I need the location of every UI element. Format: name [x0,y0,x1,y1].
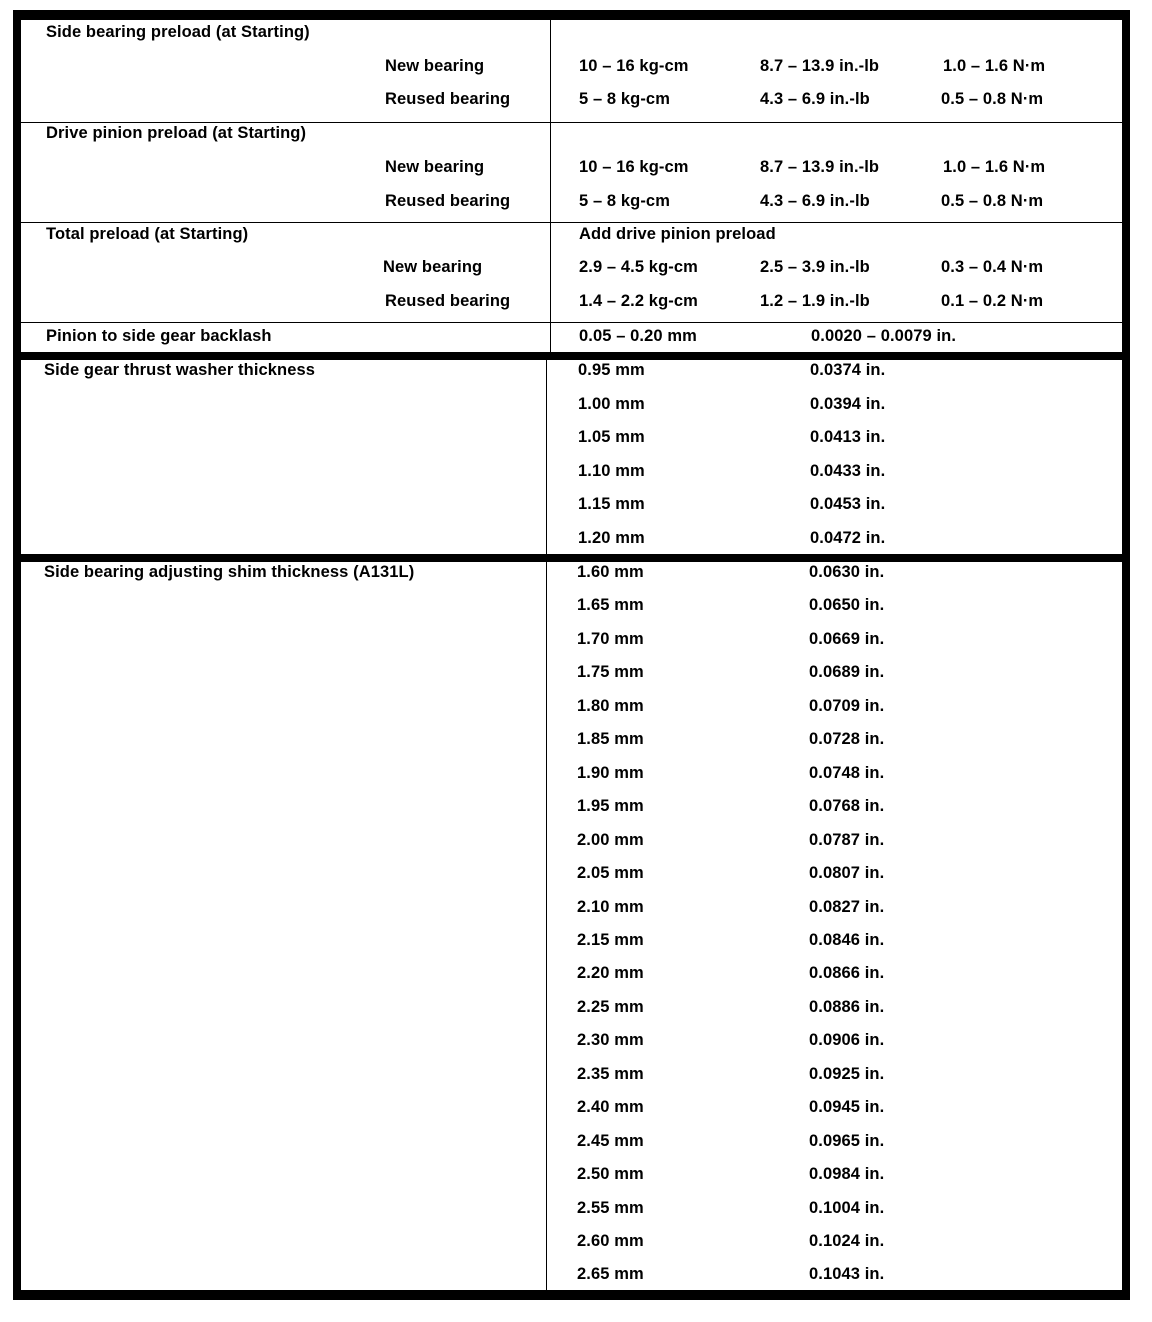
section-label: Side gear thrust washer thickness [44,361,316,379]
value-mm: 0.05 – 0.20 mm [579,327,697,345]
value-inch: 0.0709 in. [809,697,885,715]
column-divider [546,562,547,1290]
value-kgcm: 5 – 8 kg-cm [579,90,670,108]
spec-table [13,10,1130,1300]
value-mm: 1.75 mm [577,663,644,681]
value-inlb: 2.5 – 3.9 in.-lb [760,258,870,276]
column-divider [550,123,551,222]
value-inch: 0.0433 in. [810,462,886,480]
value-nm: 0.3 – 0.4 N·m [941,258,1044,276]
value-inch: 0.0472 in. [810,529,886,547]
value-inlb: 8.7 – 13.9 in.-lb [760,57,880,75]
value-inlb: 1.2 – 1.9 in.-lb [760,292,870,310]
value-inch: 0.0787 in. [809,831,885,849]
value-mm: 2.20 mm [577,964,644,982]
value-mm: 1.70 mm [577,630,644,648]
condition-label: Reused bearing [385,90,511,108]
section-note: Add drive pinion preload [579,225,776,243]
value-inch: 0.0984 in. [809,1165,885,1183]
section-thrust-washer [21,360,1122,562]
value-inlb: 4.3 – 6.9 in.-lb [760,90,870,108]
value-inch: 0.1043 in. [809,1265,885,1283]
value-mm: 1.80 mm [577,697,644,715]
value-inch: 0.0413 in. [810,428,886,446]
value-mm: 1.95 mm [577,797,644,815]
value-inch: 0.0020 – 0.0079 in. [811,327,957,345]
value-mm: 2.50 mm [577,1165,644,1183]
value-nm: 0.5 – 0.8 N·m [941,192,1044,210]
value-mm: 1.00 mm [578,395,645,413]
section-drive-pinion-preload [21,123,1122,223]
value-mm: 2.15 mm [577,931,644,949]
value-mm: 0.95 mm [578,361,645,379]
value-mm: 1.85 mm [577,730,644,748]
value-inch: 0.0807 in. [809,864,885,882]
value-inch: 0.0669 in. [809,630,885,648]
value-kgcm: 10 – 16 kg-cm [579,158,689,176]
value-mm: 2.60 mm [577,1232,644,1250]
section-label: Side bearing preload (at Starting) [46,23,310,41]
value-inch: 0.0906 in. [809,1031,885,1049]
column-divider [546,360,547,554]
value-mm: 2.05 mm [577,864,644,882]
value-mm: 2.55 mm [577,1199,644,1217]
value-nm: 1.0 – 1.6 N·m [943,158,1046,176]
value-mm: 2.45 mm [577,1132,644,1150]
value-mm: 2.00 mm [577,831,644,849]
value-inch: 0.0768 in. [809,797,885,815]
section-label: Pinion to side gear backlash [46,327,272,345]
value-inch: 0.1024 in. [809,1232,885,1250]
value-inch: 0.0394 in. [810,395,886,413]
condition-label: Reused bearing [385,292,511,310]
section-label: Drive pinion preload (at Starting) [46,124,307,142]
value-inch: 0.0886 in. [809,998,885,1016]
column-divider [550,223,551,322]
value-mm: 1.90 mm [577,764,644,782]
value-kgcm: 5 – 8 kg-cm [579,192,670,210]
value-inch: 0.0945 in. [809,1098,885,1116]
value-inlb: 4.3 – 6.9 in.-lb [760,192,870,210]
section-label: Total preload (at Starting) [46,225,249,243]
column-divider [550,20,551,122]
value-mm: 2.30 mm [577,1031,644,1049]
condition-label: Reused bearing [385,192,511,210]
section-side-bearing-preload [21,20,1122,123]
value-inch: 0.0827 in. [809,898,885,916]
value-mm: 1.20 mm [578,529,645,547]
value-inch: 0.0630 in. [809,563,885,581]
value-mm: 2.35 mm [577,1065,644,1083]
value-mm: 1.65 mm [577,596,644,614]
section-total-preload [21,223,1122,323]
value-nm: 1.0 – 1.6 N·m [943,57,1046,75]
value-mm: 1.60 mm [577,563,644,581]
value-mm: 2.10 mm [577,898,644,916]
value-mm: 2.25 mm [577,998,644,1016]
value-kgcm: 2.9 – 4.5 kg-cm [579,258,698,276]
value-inch: 0.0866 in. [809,964,885,982]
value-inch: 0.0965 in. [809,1132,885,1150]
value-inch: 0.0650 in. [809,596,885,614]
value-inch: 0.0846 in. [809,931,885,949]
column-divider [550,323,551,352]
section-label: Side bearing adjusting shim thickness (A131L) [44,563,415,581]
value-inch: 0.0689 in. [809,663,885,681]
value-inch: 0.0748 in. [809,764,885,782]
value-mm: 1.15 mm [578,495,645,513]
value-kgcm: 1.4 – 2.2 kg-cm [579,292,698,310]
value-inch: 0.1004 in. [809,1199,885,1217]
value-mm: 2.65 mm [577,1265,644,1283]
value-inch: 0.0925 in. [809,1065,885,1083]
section-backlash [21,323,1122,360]
condition-label: New bearing [383,258,483,276]
value-inch: 0.0728 in. [809,730,885,748]
condition-label: New bearing [385,57,485,75]
value-mm: 2.40 mm [577,1098,644,1116]
value-nm: 0.5 – 0.8 N·m [941,90,1044,108]
section-shim-thickness [21,562,1122,1290]
condition-label: New bearing [385,158,485,176]
value-mm: 1.05 mm [578,428,645,446]
value-inch: 0.0374 in. [810,361,886,379]
value-kgcm: 10 – 16 kg-cm [579,57,689,75]
value-inch: 0.0453 in. [810,495,886,513]
value-mm: 1.10 mm [578,462,645,480]
value-nm: 0.1 – 0.2 N·m [941,292,1044,310]
value-inlb: 8.7 – 13.9 in.-lb [760,158,880,176]
